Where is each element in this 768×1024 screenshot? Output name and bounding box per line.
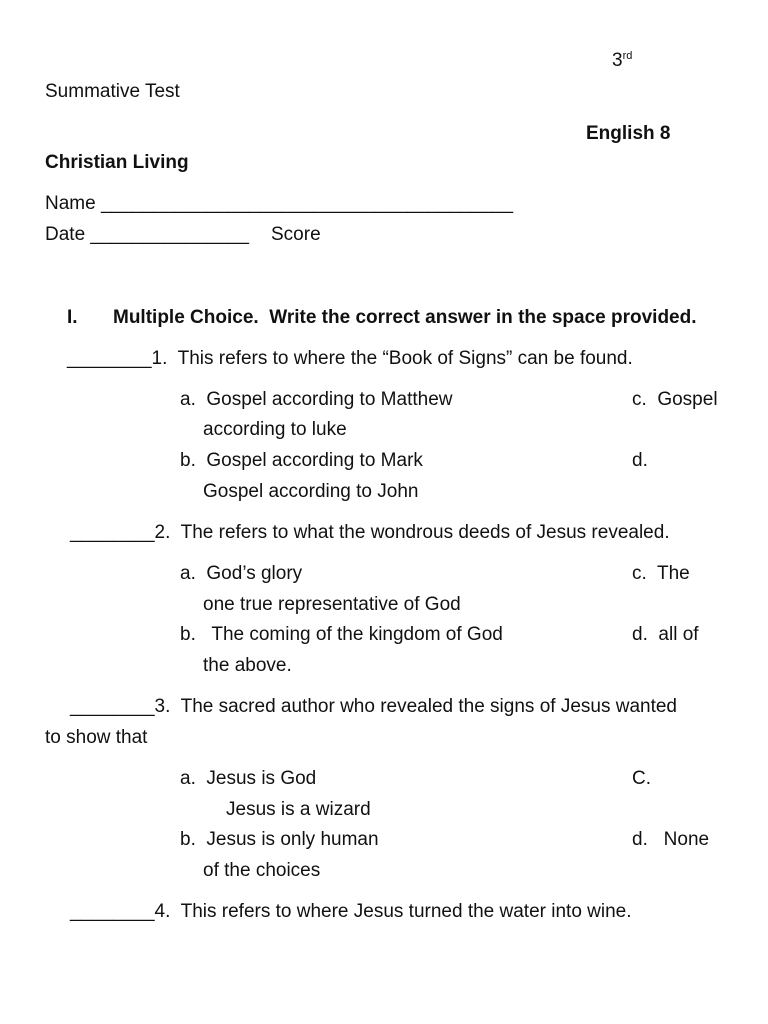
quarter-label (612, 50, 632, 73)
section-instruction: Multiple Choice. Write the correct answer in the space provided. (113, 307, 697, 328)
question-3-option-a: a. Jesus is God (180, 768, 317, 789)
question-1-option-d-continued: Gospel according to John (203, 481, 419, 502)
question-2-stem: ________2. The refers to what the wondrous deeds of Jesus revealed. (70, 522, 670, 543)
subject-christian-living: Christian Living (45, 152, 189, 173)
question-2-option-d-continued: the above. (203, 655, 292, 676)
subject-english: English 8 (586, 123, 671, 144)
question-3-stem-continued: to show that (45, 727, 148, 748)
test-title: Summative Test (45, 81, 180, 102)
question-2-option-a: a. God’s glory (180, 563, 303, 584)
question-4-stem: ________4. This refers to where Jesus turned the water into wine. (70, 901, 632, 922)
question-2-option-b: b. The coming of the kingdom of God (180, 624, 503, 645)
question-1-option-c-continued: according to luke (203, 419, 347, 440)
date-field[interactable]: Date _______________ (45, 224, 249, 245)
question-1-option-b: b. Gospel according to Mark (180, 450, 423, 471)
question-2-option-c-continued: one true representative of God (203, 594, 461, 615)
question-1-stem: ________1. This refers to where the “Book of Signs” can be found. (67, 348, 633, 369)
quarter-number: 3 (612, 50, 623, 71)
question-3-option-b: b. Jesus is only human (180, 829, 379, 850)
question-2-option-d: d. all of (632, 624, 699, 645)
section-numeral: I. (67, 307, 78, 328)
question-3-option-d: d. None (632, 829, 710, 850)
question-3-option-d-continued: of the choices (203, 860, 321, 881)
name-field[interactable]: Name _______________________________________ (45, 193, 514, 214)
question-3-option-c-continued: Jesus is a wizard (226, 799, 371, 820)
question-1-option-a: a. Gospel according to Matthew (180, 389, 453, 410)
question-3-stem: ________3. The sacred author who revealed the signs of Jesus wanted (70, 696, 677, 717)
score-label: Score (271, 224, 321, 245)
question-2-option-c: c. The (632, 563, 690, 584)
question-1-option-c: c. Gospel (632, 389, 718, 410)
question-3-option-c: C. (632, 768, 651, 789)
question-1-option-d: d. (632, 450, 648, 471)
quarter-suffix: rd (622, 50, 633, 62)
